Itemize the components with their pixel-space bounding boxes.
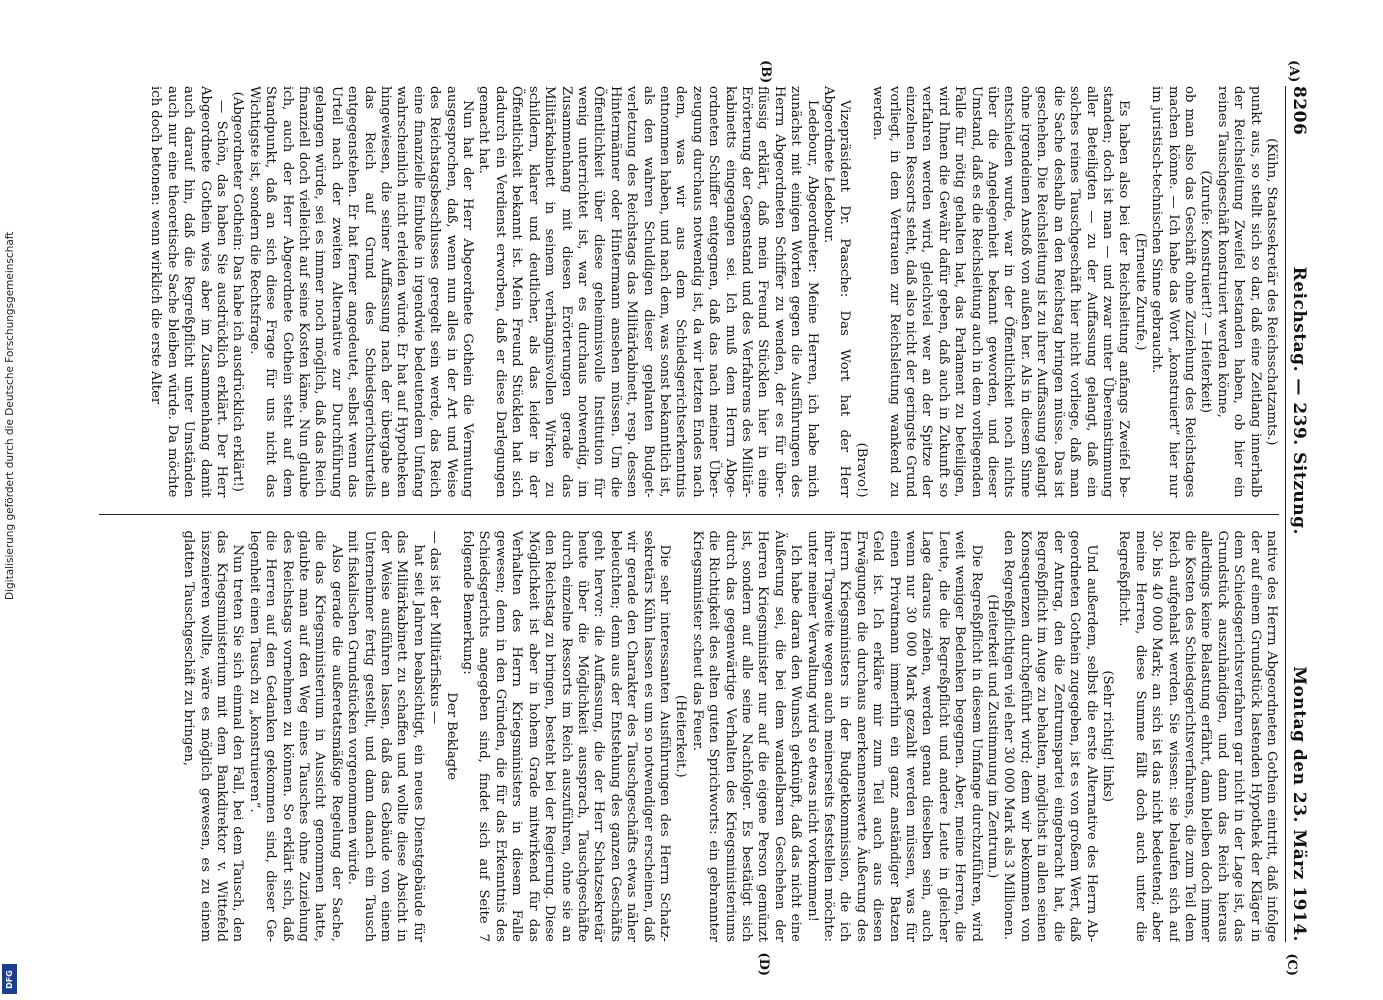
paragraph: Ich habe daran den Wunsch geknüpft, daß das nicht eine Äußerung sei, die bei dem wandelbaren Geschehen der Herren Kriegsminister nur auf die eigene Person gemünzt ist, sondern auf alle seine Nachfolger. Es bestätigt sich durch das gegenwärtige Verhalten des Kriegsministeriums die Richtigkeit des alten guten Sprichworts: ein gebrannter Kriegsminister scheut das Feuer. [689,530,804,942]
interjection: (Abgeordneter Gothein: Das habe ich ausdrücklich erklärt!) [230,91,246,492]
text-columns [99,86,1279,942]
paragraph: Nun treten Sie sich einmal den Fall, bei dem Tausch, den das Kriegsministerium mit dem Bankdirektor v. Wittefeld inszenieren wollte, wäre es möglich gewesen, es zu einem glatten Tauschgeschäft zu bringen, [181,530,246,942]
interjection: (Sehr richtig! links) [1099,670,1115,803]
interjection: (Bravo!) [853,442,869,498]
paragraph: Es haben also bei der Reichsleitung anfangs Zweifel bestanden; doch ist man — und zwar unter Übereinstimmung aller Beteiligten — zu der Auffassung gelangt, daß ein solches reines Tauschgeschäft hier nicht vorliege, daß man die Sache deshalb an den Reichstag bringen müsse. Das ist geschehen. Die Reichsleitung ist zu ihrer Auffassung gelangt ohne irgendeinen Anstoß von außen her. Als in diesem Sinne entschieden wurde, war in der Öffentlichkeit noch nichts über die Angelegenheit bekannt geworden, und dieser Umstand, daß es die Reichsleitung auch in dem vorliegenden Falle für nötig gehalten hat, das Parlament zu beteiligen, wird Ihnen die Gewähr dafür geben, daß auch in Zukunft so verfahren werden wird, gleichviel wer an der Spitze der einzelnen Ressorts steht, daß also nicht der geringste Grund vorliegt, in dem Vertrauen zur Reichsleitung wankend zu werden. [870,86,1132,498]
left-column [99,86,1279,514]
interjection: (Erneute Zurufe.) [1132,232,1148,351]
interjection: (Zurufe: Konstruiert!? — Heiterkeit) [1198,170,1214,414]
paragraph: ob man also das Geschäft ohne Zuziehung des Reichstages machen könne. — Ich habe das Wort „konstruiert“ hier nur im juristisch-technischen Sinne gebraucht. [1149,86,1197,498]
session-date: Montag den 23. März 1914. [1289,666,1309,942]
paragraph: native des Herrn Abgeordneten Gothein eintritt, daß infolge der auf einem Grundstück lastenden Hypothek der Kläger in dem Schiedsgerichtsverfahren gar nicht in der Lage ist, das Grundstück auszuhändigen, und dann das Reich hieraus allerdings keine Belastung erfährt, dann bleiben doch immer die Kosten des Schiedsgerichtsverfahrens, die zum Teil dem Reich aufgehalst werden. Sie wissen: sie belaufen sich auf 30- bis 40 000 Mark; an sich ist das nicht bedeutend; aber meine Herren, diese Summe fällt doch auch unter die Regreßpflicht. [1116,530,1279,942]
paragraph: — Schön, das haben Sie ausdrücklich erklärt. Der Herr Abgeordnete Gothein wies aber im Zusammenhang damit auch darauf hin, daß die Regreßpflicht unter Umständen auch nur eine theoretische Sache bleiben würde. Da möchte ich doch betonen: wenn wirklich die erste Alter [148,86,229,498]
paragraph: punkt aus, so stellt sich so dar, daß eine Zeitlang innerhalb der Reichsleitung Zweifel bestanden haben, ob hier ein reines Tauschgeschäft konstruiert werden könne, [1214,86,1263,498]
interjection: (Heiterkeit.) [673,694,689,778]
dfg-logo: DFG [2,964,17,994]
right-column [99,514,1279,943]
quote-line: Der Beklagte [443,692,459,781]
speaker-paragraph: Vizepräsident Dr. Paasche: Das Wort hat der Herr Abgeordnete Ledebour. [821,86,853,498]
interjection: (Heiterkeit und Zustimmung im Zentrum.) [985,594,1001,879]
paragraph: Und außerdem, selbst die erste Alternative des Herrn Abgeordneten Gothein zugegeben, ist es von großem Wert, daß der Antrag, den die Zentrumspartei eingebracht hat, die Regreßpflicht im Auge zu behalten, möglichst in allen seinen Konsequenzen durchgeführt wird; denn wir bekommen von den Regreßpflichtigen viel eher 30 000 Mark als 3 Millionen. [1001,530,1099,942]
quote-paragraph: hat seit Jahren beabsichtigt, ein neues Dienstgebäude für das Militärkabinett zu schaffen und wollte diese Absicht in der Weise ausführen lassen, daß das Gebäude von einem Unternehmer fertig gestellt, und dann danach ein Tausch mit fiskalischen Grundstücken vorgenommen würde. [345,530,426,942]
page-number: 8206 [1289,86,1309,136]
paragraph: (Kühn, Staatssekretär des Reichsschatzamts.) [1264,138,1279,446]
margin-marker-c: (C) [1284,953,1299,976]
digitization-credit: Digitalisierung gefördert durch die Deutsche Forschungsgemeinschaft [4,231,16,600]
paragraph: Die Regreßpflicht in diesem Umfange durchzuführen, wird weit weniger Bedenken begegnen. Aber, meine Herren, die Leute, die die Regreßpflicht und andere Leute in gleicher Lage daraus ziehen, werden genau dieselben sein, auch wenn nur 30 000 Mark gezahlt werden müssen, was für einen Privatmann immerhin ein ganz anständiger Batzen Geld ist. Ich erkläre mir zum Teil auch aus diesen Erwägungen die durchaus anerkennenswerte Äußerung des Herrn Kriegsministers in der Budgetkommission, die ich ihrer Tragweite wegen auch meinerseits feststellen möchte: unter meiner Verwaltung wird so etwas nicht vorkommen! [804,530,984,942]
quote-line: — das ist der Militärfiskus — [427,530,443,725]
margin-marker-b: (B) [758,60,773,84]
margin-marker-d: (D) [756,952,771,976]
margin-marker-a: (A) [1286,60,1301,83]
paragraph: Die sehr interessanten Ausführungen des Herrn Schatzsekretärs Kühn lassen es um so notwendiger erscheinen, daß wir gerade den Charakter des Tauschgeschäfts etwas näher beleuchten; denn aus der Entstehung des ganzen Geschäfts geht hervor: die Auffassung, die der Herr Schatzsekretär heute über die Möglichkeit aussprach, Tauschgeschäfte durch einzelne Ressorts im Reich auszuführen, ohne sie an den Reichstag zu bringen, besteht bei der Regierung. Diese Möglichkeit ist aber in hohem Grade mitwirkend für das Verhalten des Herrn Kriegsministers in diesem Falle gewesen; denn in den Gründen, die für das Erkenntnis des Schiedsgerichts angegeben sind, findet sich auf Seite 7 folgende Bemerkung: [460,530,672,942]
paragraph: Nun hat der Herr Abgeordnete Gothein die Vermutung ausgesprochen, daß, wenn nun alles in der Art und Weise des Reichstagsbeschlusses geregelt sein werde, das Reich eine finanzielle Einbuße in irgendwie bedeutendem Umfang wahrscheinlich nicht erleiden würde. Er hat auf Hypotheken hingewiesen, die seiner Auffassung nach der übergabe an das Reich auf Grund des Schiedsgerichtsurteils entgegenstehen. Er hat ferner angedeutet, selbst wenn das Urteil nach der zweiten Alternative zur Durchführung gelangen würde, sei es immer noch möglich, daß das Reich finanziell doch vielleicht auf seine Kosten käme. Nun glaube ich, auch der Herr Abgeordnete Gothein steht auf dem Standpunkt, daß an sich diese Frage für uns nicht das Wichtigste ist, sondern die Rechtsfrage. [246,86,476,498]
paragraph: Also gerade die außeretatsmäßige Regelung der Sache, die das Kriegsministerium in Aussicht genommen hatte, glaubte man auf den Weg eines Tausches ohne Zuziehung des Reichstags vornehmen zu können. So erklärt sich, daß die Herren auf den Gedanken gekommen sind, dieser Gelegenheit einen Tausch zu „konstruieren“. [246,530,344,942]
running-title: Reichstag. — 239. Sitzung. [1289,266,1309,535]
speaker-paragraph: Ledebour, Abgeordneter: Meine Herren, ich habe mich zunächst mit einigen Worten gegen die Ausführungen des Herrn Abgeordneten Schiffer zu wenden, der es für überflüssig erklärt, daß mein Freund Stücklen hier in eine Erörterung der Gegenstand und des Verfahrens des Militärkabinetts eingegangen sei. Ich muß dem Herrn Abgeordneten Schiffer entgegnen, daß das nach meiner Überzeugung durchaus notwendig ist, da wir letzten Endes nach dem, was wir aus dem Schiedsgerichtserkenntnis entnommen haben, und nach dem, was sonst bekanntlich ist, als den wahren Schuldigen dieser geplanten Budgetverletzung des Reichstags das Militärkabinett, resp. dessen Hintermänner oder Hintermann ansehen müssen. Um die Öffentlichkeit über diese geheimnisvolle Institution für wenig unterrichtet ist, war es durchaus notwendig, im Zusammenhang mit diesen Erörterungen gerade das Militärkabinett in seinem verhängnisvollen Wirken zu schildern, klarer und deutlicher, als das leider in der Öffentlichkeit bekannt ist. Mein Freund Stücklen hat sich dadurch ein Verdienst erworben, daß er diese Darlegungen gemacht hat. [476,86,820,498]
page-header [1285,86,1309,942]
